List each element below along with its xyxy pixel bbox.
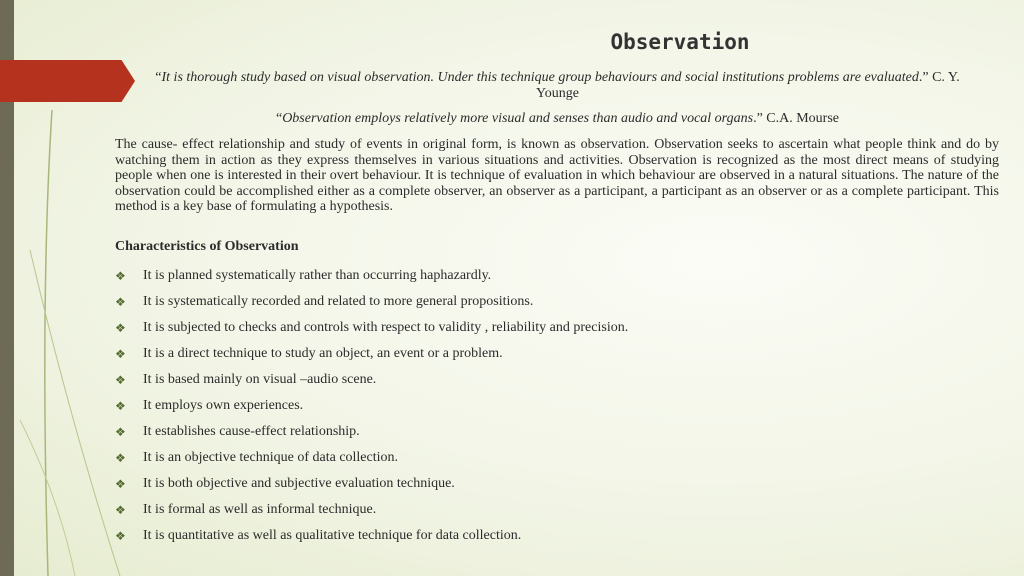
quote-author: C. Y. Younge: [536, 70, 960, 101]
list-item: [115, 497, 628, 523]
diamond-bullet-icon: ❖: [115, 320, 126, 335]
list-item-text: It is subjected to checks and controls with respect to validity , reliability and precision.: [143, 320, 629, 335]
quote-text: Observation employs relatively more visual and senses than audio and vocal organs: [282, 111, 754, 126]
diamond-bullet-icon: ❖: [115, 528, 126, 543]
diamond-bullet-icon: ❖: [115, 424, 126, 439]
quote-author: C.A. Mourse: [766, 111, 840, 126]
list-item: [115, 419, 628, 445]
diamond-bullet-icon: ❖: [115, 372, 126, 387]
body-paragraph: The cause- effect relationship and study of events in original form, is known as observation. Observation seeks to ascertain what people think and do by watching them in action as they express themselves in various situations and activities. Observation is recognized as the most direct means of studying people when one is interested in their overt behaviour. It is technique of evaluation in which behaviour are observed in a natural situations. The nature of the observation could be accomplished either as a complete observer, an observer as a participant, a participant as an observer or as a complete participant. This method is a key base of formulating a hypothesis.: [115, 137, 999, 214]
list-item: [115, 523, 628, 549]
list-item-text: It is planned systematically rather than occurring haphazardly.: [143, 268, 492, 283]
list-item-text: It is an objective technique of data collection.: [143, 450, 399, 465]
diamond-bullet-icon: ❖: [115, 450, 126, 465]
characteristics-list: [115, 263, 628, 549]
list-item-text: It is systematically recorded and related to more general propositions.: [143, 294, 534, 309]
characteristics-heading: Characteristics of Observation: [115, 239, 299, 254]
diamond-bullet-icon: ❖: [115, 502, 126, 517]
quote-younge: “It is thorough study based on visual observation. Under this technique group behaviours and social institutions problems are evaluated.” C. Y. Younge: [155, 70, 960, 101]
diamond-bullet-icon: ❖: [115, 476, 126, 491]
red-arrow-shape: [0, 60, 135, 102]
list-item-text: It establishes cause-effect relationship.: [143, 424, 360, 439]
list-item: [115, 445, 628, 471]
list-item: [115, 263, 628, 289]
list-item: [115, 289, 628, 315]
list-item: [115, 367, 628, 393]
list-item: [115, 315, 628, 341]
diamond-bullet-icon: ❖: [115, 346, 126, 361]
list-item: [115, 471, 628, 497]
diamond-bullet-icon: ❖: [115, 294, 126, 309]
list-item: [115, 393, 628, 419]
diamond-bullet-icon: ❖: [115, 398, 126, 413]
list-item-text: It is both objective and subjective evaluation technique.: [143, 476, 455, 491]
diamond-bullet-icon: ❖: [115, 268, 126, 283]
list-item-text: It is quantitative as well as qualitative technique for data collection.: [143, 528, 522, 543]
list-item: [115, 341, 628, 367]
list-item-text: It is a direct technique to study an object, an event or a problem.: [143, 346, 503, 361]
quote-mourse: “Observation employs relatively more visual and senses than audio and vocal organs.” C.A. Mourse: [275, 111, 840, 126]
list-item-text: It is formal as well as informal technique.: [143, 502, 377, 517]
quote-text: It is thorough study based on visual observation. Under this technique group behaviours and social institutions problems are evaluated: [161, 70, 919, 85]
list-item-text: It employs own experiences.: [143, 398, 304, 413]
list-item-text: It is based mainly on visual –audio scene.: [143, 372, 377, 387]
slide-title: Observation: [610, 30, 750, 54]
